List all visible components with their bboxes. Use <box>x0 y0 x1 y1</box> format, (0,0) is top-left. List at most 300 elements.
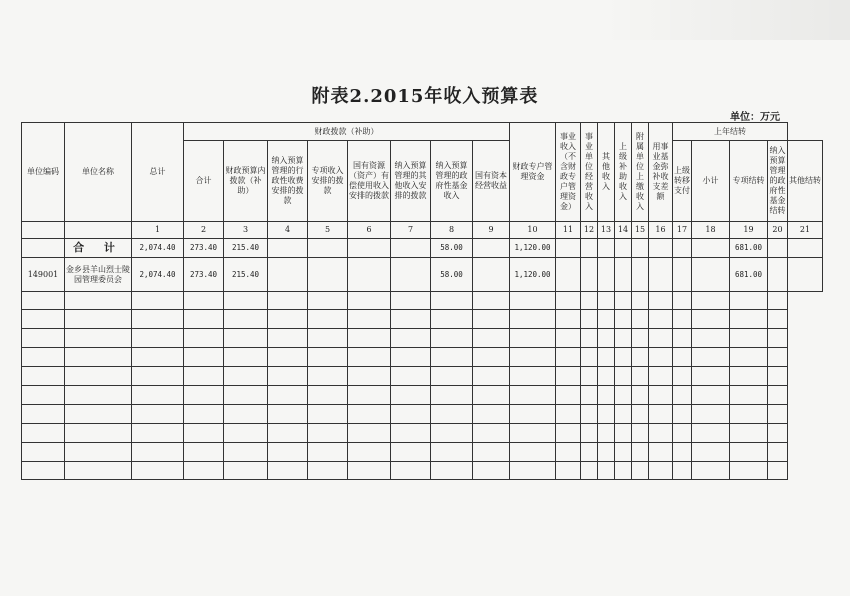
page-title: 附表2.2015年收入预算表 <box>311 86 539 107</box>
empty-cell <box>581 443 598 462</box>
empty-cell <box>598 367 615 386</box>
row-c19: 681.00 <box>730 258 768 292</box>
empty-cell <box>348 367 391 386</box>
col-number: 5 <box>308 222 348 239</box>
empty-cell <box>768 386 788 405</box>
empty-cell <box>431 424 473 443</box>
empty-cell <box>768 443 788 462</box>
empty-cell <box>22 310 65 329</box>
row-c2: 273.40 <box>184 258 224 292</box>
empty-cell <box>348 310 391 329</box>
empty-cell <box>510 443 556 462</box>
empty-cell <box>473 367 510 386</box>
empty-cell <box>730 462 768 480</box>
header-unit-name: 单位名称 <box>65 123 132 222</box>
empty-cell <box>65 292 132 310</box>
total-code <box>22 239 65 258</box>
empty-cell <box>692 405 730 424</box>
empty-cell <box>268 462 308 480</box>
empty-cell <box>431 405 473 424</box>
empty-cell <box>268 348 308 367</box>
col-number: 8 <box>431 222 473 239</box>
cell <box>556 258 581 292</box>
header-c20: 纳入预算管理的政府性基金结转 <box>768 141 788 222</box>
empty-cell <box>768 348 788 367</box>
empty-row <box>22 443 823 462</box>
cell <box>615 239 632 258</box>
empty-cell <box>473 348 510 367</box>
empty-cell <box>581 348 598 367</box>
empty-cell <box>615 329 632 348</box>
col-number: 12 <box>581 222 598 239</box>
empty-cell <box>615 348 632 367</box>
empty-cell <box>65 348 132 367</box>
empty-cell <box>615 292 632 310</box>
header-c19: 专项结转 <box>730 141 768 222</box>
empty-row <box>22 405 823 424</box>
cell <box>632 239 649 258</box>
empty-cell <box>556 405 581 424</box>
col-number-blank <box>22 222 65 239</box>
total-c19: 681.00 <box>730 239 768 258</box>
empty-cell <box>510 329 556 348</box>
table-row <box>22 258 823 292</box>
col-number: 20 <box>768 222 788 239</box>
empty-cell <box>308 462 348 480</box>
empty-cell <box>184 462 224 480</box>
row-c3: 215.40 <box>224 258 268 292</box>
empty-row <box>22 424 823 443</box>
empty-cell <box>391 443 431 462</box>
empty-cell <box>649 386 673 405</box>
empty-cell <box>632 292 649 310</box>
empty-cell <box>632 348 649 367</box>
col-number: 3 <box>224 222 268 239</box>
empty-cell <box>268 367 308 386</box>
cell <box>649 258 673 292</box>
empty-cell <box>598 292 615 310</box>
header-c12: 事业收入（不含财政专户管理资金） <box>556 123 581 222</box>
empty-cell <box>391 424 431 443</box>
empty-cell <box>649 462 673 480</box>
header-c7: 纳入预算管理的其他收入安排的拨款 <box>391 141 431 222</box>
header-c2: 合计 <box>184 141 224 222</box>
empty-cell <box>632 310 649 329</box>
empty-cell <box>473 424 510 443</box>
empty-cell <box>308 367 348 386</box>
cell <box>649 239 673 258</box>
header-c17: 用事业基金弥补收支差额 <box>649 123 673 222</box>
empty-cell <box>556 424 581 443</box>
empty-cell <box>510 292 556 310</box>
cell <box>632 258 649 292</box>
empty-cell <box>649 443 673 462</box>
empty-cell <box>632 424 649 443</box>
empty-cell <box>510 405 556 424</box>
empty-cell <box>598 329 615 348</box>
empty-cell <box>581 367 598 386</box>
empty-cell <box>510 348 556 367</box>
cell <box>268 258 308 292</box>
empty-cell <box>556 367 581 386</box>
cell <box>692 239 730 258</box>
empty-cell <box>692 310 730 329</box>
col-number: 4 <box>268 222 308 239</box>
empty-cell <box>431 386 473 405</box>
empty-cell <box>692 424 730 443</box>
empty-cell <box>673 310 692 329</box>
cell <box>308 258 348 292</box>
empty-cell <box>730 443 768 462</box>
empty-row <box>22 292 823 310</box>
empty-cell <box>673 443 692 462</box>
col-number: 19 <box>730 222 768 239</box>
total-label: 合 计 <box>65 239 132 258</box>
empty-cell <box>581 292 598 310</box>
empty-cell <box>65 329 132 348</box>
header-c3: 财政预算内拨款（补助） <box>224 141 268 222</box>
empty-cell <box>431 292 473 310</box>
empty-cell <box>649 348 673 367</box>
col-number: 13 <box>598 222 615 239</box>
col-number: 10 <box>510 222 556 239</box>
empty-cell <box>632 443 649 462</box>
header-c15: 上级补助收入 <box>615 123 632 222</box>
header-c10: 上级转移支付 <box>673 141 692 222</box>
empty-cell <box>65 310 132 329</box>
empty-cell <box>510 386 556 405</box>
empty-cell <box>268 405 308 424</box>
cell <box>348 258 391 292</box>
empty-cell <box>184 292 224 310</box>
col-number: 21 <box>788 222 823 239</box>
empty-cell <box>65 443 132 462</box>
empty-cell <box>556 348 581 367</box>
empty-cell <box>768 424 788 443</box>
empty-cell <box>431 348 473 367</box>
cell <box>391 258 431 292</box>
empty-cell <box>22 443 65 462</box>
empty-cell <box>184 405 224 424</box>
total-c3: 215.40 <box>224 239 268 258</box>
total-c2: 273.40 <box>184 239 224 258</box>
empty-cell <box>615 405 632 424</box>
empty-cell <box>730 329 768 348</box>
empty-cell <box>431 367 473 386</box>
empty-cell <box>224 386 268 405</box>
empty-cell <box>65 405 132 424</box>
empty-cell <box>692 367 730 386</box>
cell <box>581 258 598 292</box>
empty-cell <box>673 405 692 424</box>
empty-cell <box>391 367 431 386</box>
cell <box>581 239 598 258</box>
empty-cell <box>473 292 510 310</box>
empty-cell <box>391 348 431 367</box>
col-number: 1 <box>132 222 184 239</box>
empty-cell <box>649 329 673 348</box>
empty-cell <box>184 443 224 462</box>
empty-cell <box>268 443 308 462</box>
empty-cell <box>224 329 268 348</box>
empty-cell <box>184 367 224 386</box>
header-c6: 国有资源（资产）有偿使用收入安排的拨款 <box>348 141 391 222</box>
total-total: 2,074.40 <box>132 239 184 258</box>
empty-cell <box>348 405 391 424</box>
empty-cell <box>649 367 673 386</box>
empty-cell <box>184 310 224 329</box>
empty-cell <box>615 367 632 386</box>
empty-cell <box>632 405 649 424</box>
cell <box>556 239 581 258</box>
cell <box>673 239 692 258</box>
empty-cell <box>632 462 649 480</box>
empty-cell <box>730 292 768 310</box>
empty-cell <box>224 424 268 443</box>
header-c9: 国有资本经营收益 <box>473 141 510 222</box>
empty-cell <box>615 386 632 405</box>
empty-cell <box>22 292 65 310</box>
empty-cell <box>308 405 348 424</box>
empty-cell <box>65 424 132 443</box>
col-number: 16 <box>649 222 673 239</box>
empty-cell <box>224 292 268 310</box>
empty-cell <box>673 462 692 480</box>
row-total: 2,074.40 <box>132 258 184 292</box>
empty-cell <box>22 348 65 367</box>
empty-cell <box>22 405 65 424</box>
header-fiscal-group: 财政拨款（补助） <box>184 123 510 141</box>
empty-cell <box>615 443 632 462</box>
cell <box>598 258 615 292</box>
empty-cell <box>268 424 308 443</box>
cell <box>788 258 823 292</box>
empty-cell <box>649 424 673 443</box>
header-total: 总计 <box>132 123 184 222</box>
empty-cell <box>224 367 268 386</box>
col-number-blank <box>65 222 132 239</box>
empty-cell <box>768 329 788 348</box>
cell <box>768 239 788 258</box>
header-c4: 纳入预算管理的行政性收费安排的拨款 <box>268 141 308 222</box>
header-c21: 其他结转 <box>788 141 823 222</box>
empty-cell <box>649 310 673 329</box>
empty-cell <box>581 386 598 405</box>
empty-rows <box>22 292 823 480</box>
empty-cell <box>184 329 224 348</box>
empty-cell <box>692 329 730 348</box>
empty-cell <box>556 310 581 329</box>
empty-cell <box>224 405 268 424</box>
empty-cell <box>615 462 632 480</box>
empty-cell <box>348 348 391 367</box>
row-c10: 1,120.00 <box>510 258 556 292</box>
empty-cell <box>673 367 692 386</box>
total-c10: 1,120.00 <box>510 239 556 258</box>
empty-cell <box>22 386 65 405</box>
empty-cell <box>224 310 268 329</box>
empty-cell <box>132 405 184 424</box>
empty-cell <box>768 292 788 310</box>
header-c5: 专项收入安排的拨款 <box>308 141 348 222</box>
unit-label: 单位：万元 <box>730 112 780 123</box>
cell <box>692 258 730 292</box>
empty-cell <box>308 386 348 405</box>
empty-cell <box>581 462 598 480</box>
empty-cell <box>391 405 431 424</box>
empty-cell <box>132 462 184 480</box>
empty-cell <box>308 443 348 462</box>
col-number: 17 <box>673 222 692 239</box>
header-c16: 附属单位上缴收入 <box>632 123 649 222</box>
empty-cell <box>224 462 268 480</box>
empty-cell <box>22 462 65 480</box>
empty-cell <box>391 329 431 348</box>
empty-cell <box>473 386 510 405</box>
empty-cell <box>673 386 692 405</box>
empty-cell <box>730 424 768 443</box>
cell <box>598 239 615 258</box>
empty-row <box>22 367 823 386</box>
empty-cell <box>598 310 615 329</box>
empty-cell <box>556 292 581 310</box>
empty-cell <box>132 348 184 367</box>
header-c14: 其他收入 <box>598 123 615 222</box>
empty-cell <box>556 443 581 462</box>
empty-cell <box>268 310 308 329</box>
empty-cell <box>268 386 308 405</box>
col-number: 18 <box>692 222 730 239</box>
empty-cell <box>473 462 510 480</box>
empty-cell <box>510 367 556 386</box>
empty-cell <box>65 367 132 386</box>
empty-cell <box>308 292 348 310</box>
empty-cell <box>581 329 598 348</box>
empty-cell <box>556 329 581 348</box>
empty-cell <box>692 386 730 405</box>
empty-cell <box>768 310 788 329</box>
empty-cell <box>598 386 615 405</box>
empty-cell <box>268 292 308 310</box>
row-code: 149001 <box>22 258 65 292</box>
empty-cell <box>224 443 268 462</box>
empty-cell <box>598 405 615 424</box>
cell <box>268 239 308 258</box>
empty-cell <box>556 386 581 405</box>
col-number: 11 <box>556 222 581 239</box>
empty-cell <box>348 329 391 348</box>
row-name: 金乡县羊山烈士陵园管理委员会 <box>65 258 132 292</box>
cell <box>473 239 510 258</box>
header-carry-group: 上年结转 <box>673 123 788 141</box>
empty-cell <box>649 292 673 310</box>
empty-cell <box>391 310 431 329</box>
empty-cell <box>598 462 615 480</box>
empty-cell <box>184 348 224 367</box>
empty-cell <box>348 292 391 310</box>
empty-cell <box>348 443 391 462</box>
empty-cell <box>692 292 730 310</box>
empty-cell <box>22 329 65 348</box>
cell <box>473 258 510 292</box>
total-row <box>22 239 823 258</box>
empty-row <box>22 348 823 367</box>
empty-cell <box>581 424 598 443</box>
empty-cell <box>22 424 65 443</box>
cell <box>391 239 431 258</box>
empty-cell <box>132 443 184 462</box>
col-number: 15 <box>632 222 649 239</box>
empty-cell <box>615 310 632 329</box>
col-number: 7 <box>391 222 431 239</box>
empty-cell <box>768 367 788 386</box>
empty-cell <box>132 310 184 329</box>
cell <box>673 258 692 292</box>
column-number-row <box>22 222 823 239</box>
empty-cell <box>184 424 224 443</box>
empty-cell <box>268 329 308 348</box>
empty-cell <box>730 405 768 424</box>
empty-cell <box>673 329 692 348</box>
empty-cell <box>391 292 431 310</box>
empty-cell <box>692 348 730 367</box>
empty-row <box>22 386 823 405</box>
empty-cell <box>65 386 132 405</box>
header-c18: 小计 <box>692 141 730 222</box>
empty-cell <box>132 424 184 443</box>
empty-cell <box>132 292 184 310</box>
empty-cell <box>730 386 768 405</box>
empty-cell <box>673 348 692 367</box>
empty-cell <box>431 310 473 329</box>
empty-cell <box>132 386 184 405</box>
empty-cell <box>184 386 224 405</box>
empty-cell <box>730 310 768 329</box>
empty-cell <box>473 310 510 329</box>
col-number: 9 <box>473 222 510 239</box>
header-c8: 纳入预算管理的政府性基金收入 <box>431 141 473 222</box>
empty-cell <box>730 367 768 386</box>
cell <box>788 239 823 258</box>
header-c13: 事业单位经营收入 <box>581 123 598 222</box>
empty-cell <box>308 329 348 348</box>
empty-cell <box>768 462 788 480</box>
empty-cell <box>308 310 348 329</box>
empty-cell <box>730 348 768 367</box>
empty-cell <box>581 310 598 329</box>
cell <box>308 239 348 258</box>
empty-cell <box>598 443 615 462</box>
empty-cell <box>581 405 598 424</box>
header-c11: 财政专户管理资金 <box>510 123 556 222</box>
empty-cell <box>348 386 391 405</box>
empty-cell <box>431 443 473 462</box>
empty-row <box>22 329 823 348</box>
scan-shadow <box>600 0 850 40</box>
total-c8: 58.00 <box>431 239 473 258</box>
cell <box>768 258 788 292</box>
empty-cell <box>22 367 65 386</box>
empty-cell <box>768 405 788 424</box>
empty-row <box>22 310 823 329</box>
col-number: 2 <box>184 222 224 239</box>
cell <box>615 258 632 292</box>
empty-cell <box>510 424 556 443</box>
empty-cell <box>632 329 649 348</box>
empty-cell <box>132 329 184 348</box>
empty-cell <box>348 462 391 480</box>
empty-cell <box>473 405 510 424</box>
